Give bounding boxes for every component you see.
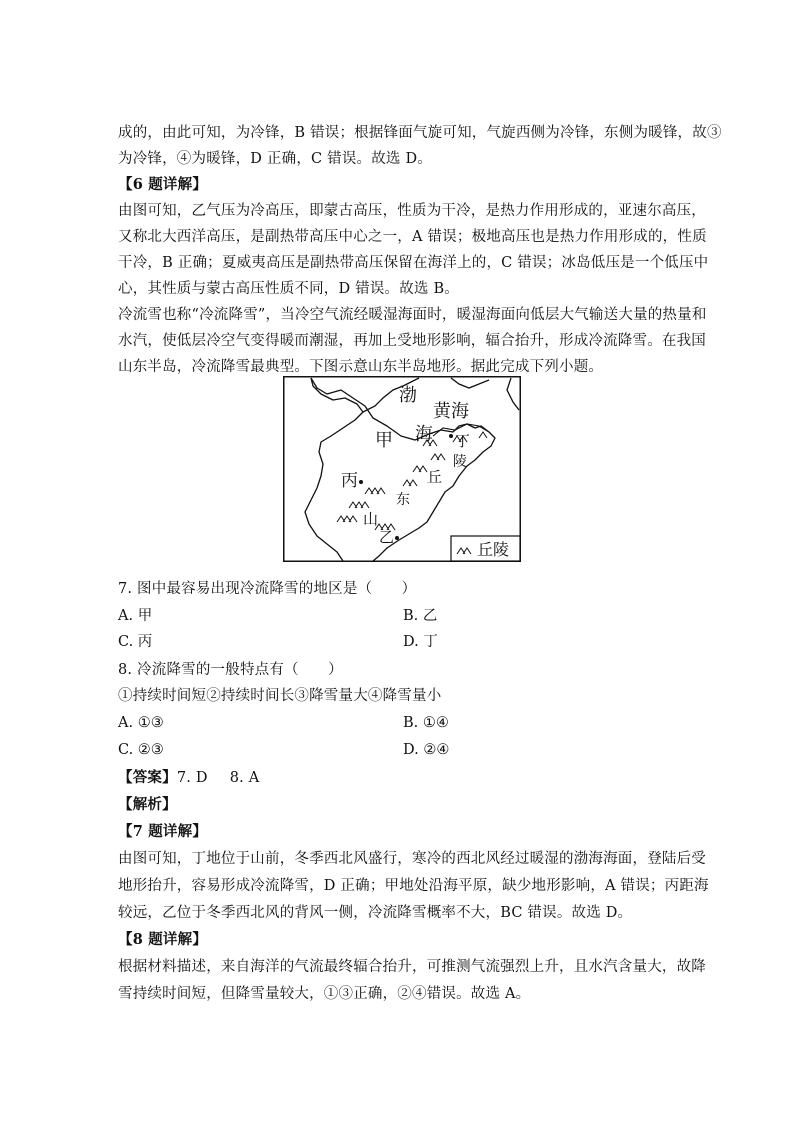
question-7: 7. 图中最容易出现冷流降雪的地区是（ ）: [118, 581, 417, 597]
shandong-map: [283, 376, 521, 562]
text-line: 成的，由此可知，为冷锋，B 错误；根据锋面气旋可知，气旋西侧为冷锋，东侧为暖锋，故③: [118, 125, 722, 141]
place-dot: [359, 480, 363, 484]
text-line: 由图可知，乙气压为冷高压，即蒙古高压，性质为干冷，是热力作用形成的，亚速尔高压，: [118, 203, 706, 219]
answer-line: [118, 768, 688, 788]
map-label-shan: 山: [363, 510, 379, 528]
map-label-dong: 东: [396, 492, 410, 508]
place-dot: [395, 536, 399, 540]
text-line: 为冷锋，④为暖锋，D 正确，C 错误。故选 D。: [118, 151, 432, 167]
option-8d: D. ②④: [403, 742, 450, 758]
option-7d: D. 丁: [403, 634, 438, 650]
map-label-ding: 丁: [455, 432, 471, 450]
answer-7: 7. D: [176, 770, 208, 786]
text-line: 干冷，B 正确；夏威夷高压是副热带高压保留在海洋上的，C 错误；冰岛低压是一个低压中: [118, 255, 709, 271]
option-8b: B. ①④: [403, 715, 449, 731]
place-dot: [449, 434, 453, 438]
option-8c: C. ②③: [118, 742, 164, 758]
text-line: 根据材料描述，来自海洋的气流最终辐合抬升，可推测气流强烈上升，且水汽含量大，故降: [118, 959, 706, 975]
map-label-huanghai: 黄海: [433, 401, 469, 422]
map-label-bo: 渤: [399, 385, 417, 406]
option-8a: A. ①③: [118, 715, 164, 731]
text-line: 由图可知，丁地位于山前，冬季西北风盛行，寒冷的西北风经过暖湿的渤海海面，登陆后受: [118, 851, 706, 867]
map-label-qiu: 丘: [427, 468, 443, 486]
option-7a: A. 甲: [118, 608, 153, 624]
question-8: 8. 冷流降雪的一般特点有（ ）: [118, 662, 343, 678]
option-7b: B. 乙: [403, 608, 438, 624]
map-label-jia: 甲: [375, 430, 393, 451]
text-line: 雪持续时间短，但降雪量较大，①③正确，②④错误。故选 A。: [118, 986, 531, 1002]
text-line: 较远，乙位于冬季西北风的背风一侧，冷流降雪概率不大，BC 错误。故选 D。: [118, 905, 633, 921]
analysis-heading: 【解析】: [118, 796, 177, 813]
answer-label: 【答案】: [118, 769, 177, 786]
text-line: 冷流雪也称“冷流降雪”，当冷空气流经暖湿海面时，暖湿海面向低层大气输送大量的热量和: [118, 307, 707, 323]
answer-8: 8. A: [229, 770, 260, 786]
text-line: 山东半岛，冷流降雪最典型。下图示意山东半岛地形。据此完成下列小题。: [118, 359, 604, 375]
text-line: 又称北大西洋高压，是副热带高压中心之一，A 错误；极地高压也是热力作用形成的，性质: [118, 229, 707, 245]
map-label-hai: 海: [415, 424, 433, 445]
map-label-bing: 丙: [341, 471, 358, 491]
map-label-ling: 陵: [453, 454, 467, 470]
text-line: 心，其性质与蒙古高压性质不同，D 错误。故选 B。: [118, 281, 459, 297]
section-heading: 【6 题详解】: [118, 176, 208, 193]
section-heading: 【8 题详解】: [118, 931, 208, 948]
question-8-statements: ①持续时间短②持续时间长③降雪量大④降雪量小: [118, 688, 442, 704]
text-line: 地形抬升，容易形成冷流降雪，D 正确；甲地处沿海平原，缺少地形影响，A 错误；丙距海: [118, 878, 709, 894]
text-line: 水汽，使低层冷空气变得暖而潮湿，再加上受地形影响，辐合抬升，形成冷流降雪。在我国: [118, 333, 706, 349]
option-7c: C. 丙: [118, 634, 153, 650]
map-label-yi: 乙: [379, 528, 395, 546]
section-heading: 【7 题详解】: [118, 823, 208, 840]
legend-label: 丘陵: [477, 540, 510, 559]
